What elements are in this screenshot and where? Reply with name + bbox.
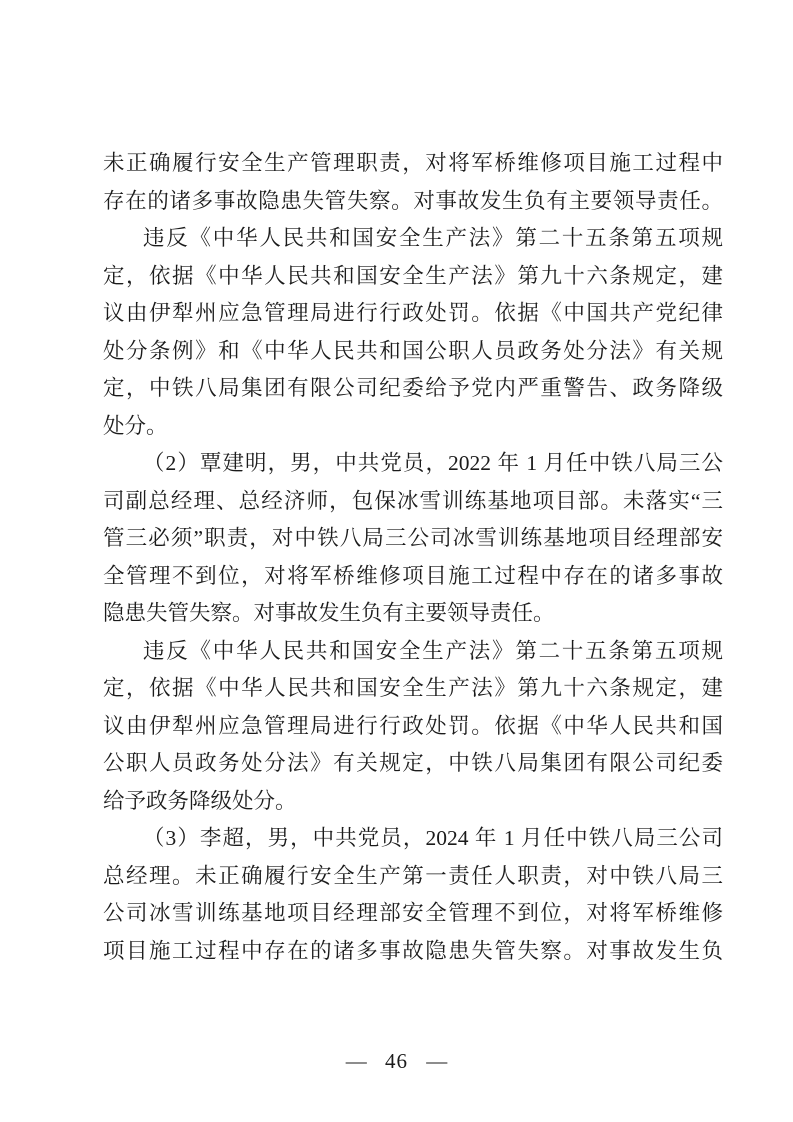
footer-dash-right: —	[426, 1049, 448, 1073]
text-line: 总经理。未正确履行安全生产第一责任人职责，对中铁八局三	[103, 863, 723, 888]
text-line: 项目施工过程中存在的诸多事故隐患失管失察。对事故发生负	[103, 938, 723, 963]
text-line: 存在的诸多事故隐患失管失察。对事故发生负有主要领导责任。	[103, 188, 723, 213]
page-footer	[0, 1046, 793, 1076]
text-line: 管三必须”职责，对中铁八局三公司冰雪训练基地项目经理部安	[103, 526, 723, 550]
text-line: 议由伊犁州应急管理局进行行政处罚。依据《中华人民共和国	[103, 713, 723, 738]
text-line: 处分条例》和《中华人民共和国公职人员政务处分法》有关规	[103, 338, 723, 363]
page-number: 46	[385, 1049, 408, 1073]
document-body	[103, 145, 723, 970]
text-line: 定，依据《中华人民共和国安全生产法》第九十六条规定，建	[103, 263, 723, 288]
text-line: （2）覃建明，男，中共党员，2022 年 1 月任中铁八局三公	[143, 451, 723, 475]
text-line: 给予政务降级处分。	[103, 788, 297, 813]
text-line: 处分。	[103, 413, 168, 438]
text-line: 违反《中华人民共和国安全生产法》第二十五条第五项规	[143, 638, 723, 663]
text-line: 公职人员政务处分法》有关规定，中铁八局集团有限公司纪委	[103, 751, 723, 775]
text-line: 违反《中华人民共和国安全生产法》第二十五条第五项规	[143, 226, 723, 250]
text-line: 定，中铁八局集团有限公司纪委给予党内严重警告、政务降级	[103, 376, 723, 400]
text-line: 未正确履行安全生产管理职责，对将军桥维修项目施工过程中	[103, 151, 723, 175]
text-line: 隐患失管失察。对事故发生负有主要领导责任。	[103, 601, 555, 625]
footer-dash-left: —	[345, 1049, 367, 1073]
text-line: 司副总经理、总经济师，包保冰雪训练基地项目部。未落实“三	[103, 488, 723, 513]
text-line: 议由伊犁州应急管理局进行行政处罚。依据《中国共产党纪律	[103, 301, 723, 325]
text-line: 公司冰雪训练基地项目经理部安全管理不到位，对将军桥维修	[103, 901, 723, 925]
text-line: （3）李超，男，中共党员，2024 年 1 月任中铁八局三公司	[143, 826, 723, 850]
text-line: 全管理不到位，对将军桥维修项目施工过程中存在的诸多事故	[103, 563, 723, 588]
text-line: 定，依据《中华人民共和国安全生产法》第九十六条规定，建	[103, 676, 723, 700]
